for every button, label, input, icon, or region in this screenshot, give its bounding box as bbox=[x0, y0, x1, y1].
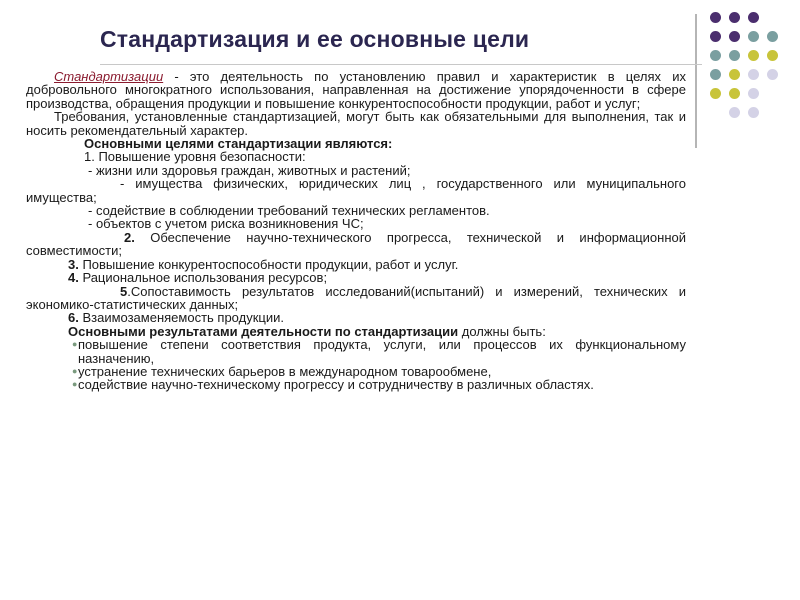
results-bold: Основными результатами деятельности по стандартизации bbox=[68, 323, 459, 339]
decorative-dot bbox=[729, 31, 740, 42]
goal-number: 6. bbox=[68, 310, 79, 326]
decorative-dot bbox=[710, 50, 721, 61]
goal-1-subitem: - жизни или здоровья граждан, животных и растений; bbox=[88, 162, 411, 178]
bullet-text: устранение технических барьеров в международном товарообмене, bbox=[78, 363, 492, 379]
decorative-dot bbox=[729, 88, 740, 99]
results-heading bbox=[26, 325, 686, 338]
definition-paragraph bbox=[26, 70, 686, 110]
decorative-dot bbox=[710, 31, 721, 42]
bullet-text: повышение степени соответствия продукта, услуги, или процессов их функциональному назначению, bbox=[78, 337, 686, 366]
goal-number: 5 bbox=[120, 283, 128, 299]
bullet-icon: ● bbox=[72, 365, 78, 376]
decorative-dot bbox=[710, 88, 721, 99]
goal-number: 3. bbox=[68, 256, 79, 272]
decorative-dot bbox=[748, 69, 759, 80]
goal-number: 2. bbox=[124, 229, 135, 245]
goal-text: Рациональное использования ресурсов; bbox=[78, 270, 328, 286]
goal-4 bbox=[26, 271, 686, 284]
decorative-dot bbox=[729, 69, 740, 80]
goal-3 bbox=[26, 258, 686, 271]
bullet-icon: ● bbox=[72, 379, 78, 390]
decorative-dot bbox=[748, 50, 759, 61]
goal-1 bbox=[26, 150, 686, 163]
goal-1-subitem: - содействие в соблюдении требований технических регламентов. bbox=[88, 203, 490, 219]
goal-text: Взаимозаменяемость продукции. bbox=[78, 310, 284, 326]
decorative-dot bbox=[748, 31, 759, 42]
goal-5 bbox=[26, 285, 686, 312]
decorative-dot bbox=[729, 50, 740, 61]
goal-2 bbox=[26, 231, 686, 258]
decorative-dot bbox=[710, 69, 721, 80]
decorative-dot bbox=[767, 31, 778, 42]
decorative-dot bbox=[729, 107, 740, 118]
decorative-dot bbox=[748, 107, 759, 118]
goals-heading: Основными целями стандартизации являются: bbox=[84, 136, 393, 152]
decorative-dot bbox=[729, 12, 740, 23]
goal-6 bbox=[26, 311, 686, 324]
list-item bbox=[26, 338, 686, 365]
vertical-divider bbox=[695, 14, 697, 148]
goal-number: 1 bbox=[84, 149, 92, 165]
bullet-text: содействие научно-техническому прогрессу и сотрудничеству в различных областях. bbox=[78, 377, 594, 393]
decorative-dot-grid bbox=[710, 12, 794, 130]
decorative-dot bbox=[767, 50, 778, 61]
bullet-icon: ● bbox=[72, 339, 78, 350]
list-item bbox=[26, 365, 686, 378]
decorative-dot bbox=[748, 88, 759, 99]
definition-term: Стандартизации bbox=[54, 69, 164, 84]
decorative-dot bbox=[748, 12, 759, 23]
goal-1-subitem: - имущества физических, юридических лиц , государственного или муниципального имущества; bbox=[26, 176, 686, 205]
goal-text: .Сопоставимость результатов исследований(испытаний) и измерений, технических и экономико-статистических данных; bbox=[26, 283, 686, 312]
decorative-dot bbox=[710, 12, 721, 23]
definition-text: - это деятельность по установлению правил и характеристик в целях их добровольного многократного использования, направленная на достижение упорядоченности в сфере производства, обращения продукции и повышение конкурентоспособности продукции, работ и услуг; bbox=[26, 69, 686, 111]
list-item bbox=[26, 378, 686, 391]
title-underline bbox=[100, 64, 702, 65]
goal-text: Повышение конкурентоспособности продукции, работ и услуг. bbox=[78, 256, 459, 272]
goal-text: . Повышение уровня безопасности: bbox=[91, 149, 306, 165]
slide-title: Стандартизация и ее основные цели bbox=[100, 26, 530, 52]
goal-number: 4. bbox=[68, 270, 79, 286]
decorative-dot bbox=[767, 69, 778, 80]
goal-text: Обеспечение научно-технического прогресса, технической и информационной совместимости; bbox=[26, 229, 686, 259]
results-rest: должны быть: bbox=[458, 323, 546, 339]
requirements-paragraph: Требования, установленные стандартизацией, могут быть как обязательными для выполнения, так и носить рекомендательный характер. bbox=[26, 109, 686, 138]
goal-1-subitem: - объектов с учетом риска возникновения ЧС; bbox=[88, 216, 364, 232]
slide-body bbox=[26, 70, 686, 392]
